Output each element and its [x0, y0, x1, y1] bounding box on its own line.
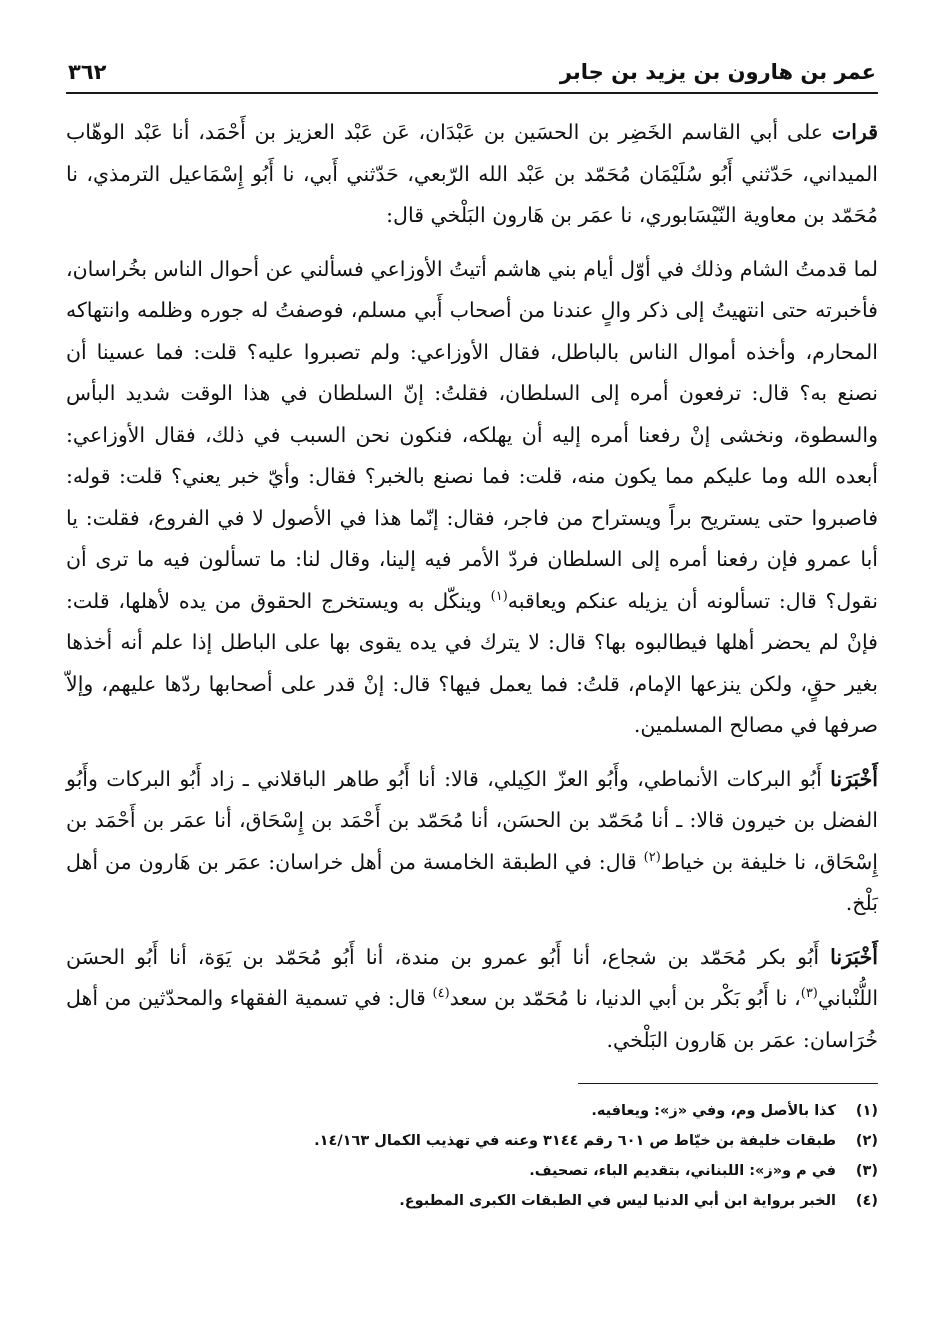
footnote-marker[interactable]: (٣): [800, 986, 818, 1002]
footnote-number: (٤): [855, 1193, 878, 1209]
page-header: [66, 52, 878, 94]
paragraph-text: على أبي القاسم الخَضِر بن الحسَين بن عَبْدَان، عَن عَبْد العزيز بن أَحْمَد، أنا عَبْد الوهّاب الميداني، حَدّثني أَبُو سُلَيْمَان مُحَمّد بن عَبْد الله الرّبعي، حَدّثني أَبي، نا أَبُو إِسْمَاعيل الترمذي، نا مُحَمّد بن معاوية النّيْسَابوري، نا عمَر بن هَارون البَلْخي قال:: [66, 120, 878, 227]
paragraph-text-continued: قال: في الطبقة الخامسة من أهل خراسان: عمَر بن هَارون من أهل بَلْخ.: [66, 849, 878, 915]
footnote-number: (٣): [855, 1163, 878, 1179]
document-page: [66, 52, 878, 1292]
footnote-marker[interactable]: (٤): [432, 986, 450, 1002]
footnote-number: (٢): [855, 1133, 878, 1149]
paragraph-text-continued: ، نا أَبُو بَكْر بن أبي الدنيا، نا مُحَمّد بن سعد: [449, 986, 801, 1010]
paragraph-text-continued: قال: في تسمية الفقهاء والمحدّثين من أهل خُرَاسان: عمَر بن هَارون البَلْخي.: [66, 986, 878, 1052]
page-number: ٣٦٢: [68, 60, 107, 84]
body-text: [66, 112, 878, 1061]
paragraph-lead-word: أَخْبَرَنا: [830, 766, 878, 791]
footnote-item: [66, 1156, 878, 1186]
footnote-text: طبقات خليفة بن خيّاط ص ٦٠١ رقم ٣١٤٤ وعنه في تهذيب الكمال ١٤/١٦٣.: [314, 1133, 836, 1149]
footnotes: [66, 1096, 878, 1216]
paragraph-text: لما قدمتُ الشام وذلك في أوّل أيام بني هاشم أتيتُ الأوزاعي فسألني عن أحوال الناس بخُراسان، فأخبرته حتى انتهيتُ إلى ذكر والٍ عندنا من أصحاب أَبي مسلم، فوصفتُ له جوره وظلمه وانتهاكه المحارم، وأخذه أموال الناس بالباطل، فقال الأوزاعي: ولم تصبروا عليه؟ قلت: فما عسينا أن نصنع به؟ قال: ترفعون أمره إلى السلطان، فقلتُ: إنّ السلطان في هذا الوقت شديد البأس والسطوة، ونخشى إنْ رفعنا أمره إليه أن يهلكه، فنكون نحن السبب في ذلك، فقال الأوزاعي: أبعده الله وما عليكم مما يكون منه، قلت: فما نصنع بالخبر؟ فقال: وأيّ خبر يعني؟ قلت: قوله: فاصبروا حتى يستريح براً ويستراح من فاجر، فقال: إنّما هذا في الأصول لا في الفروع، فقلت: يا أبا عمرو فإن رفعنا أمره إلى السلطان فردّ الأمر فيه إلينا، وقال لنا: ما تسألون فيه ما ترى أن نقول؟ قال: تسألونه أن يزيله عنكم ويعاقبه: [66, 256, 878, 613]
paragraph-text-continued: وينكّل به ويستخرج الحقوق من يده لأهلها، قلت: فإنْ لم يحضر أهلها فيطالبوه بها؟ قال: لا يترك في يده يقوى بها على الباطل إذا علم أنه أخذها بغير حقٍ، ولكن ينزعها الإمام، قلتُ: فما يعمل فيها؟ قال: إنْ قدر على أصحابها ردّها عليهم، وإلاّ صرفها في مصالح المسلمين.: [66, 588, 878, 737]
footnote-text: كذا بالأصل وم، وفي «ز»: ويعافيه.: [591, 1103, 836, 1119]
paragraph-lead-word: قرات: [831, 120, 878, 144]
footnote-marker[interactable]: (٢): [643, 849, 661, 865]
running-title: عمر بن هارون بن يزيد بن جابر: [559, 60, 876, 84]
footnote-marker[interactable]: (١): [490, 588, 508, 604]
paragraph-isnad-2: [66, 759, 878, 925]
paragraph-isnad-3: [66, 937, 878, 1062]
footnote-item: [66, 1186, 878, 1216]
footnote-item: [66, 1096, 878, 1126]
paragraph-text: أَبُو البركات الأنماطي، وأَبُو العزّ الكِيلي، قالا: أنا أَبُو طاهر الباقلاني ـ زاد أَبُو البركات وأَبُو الفضل بن خيرون قالا: ـ أنا مُحَمّد بن الحسَن، أنا مُحَمّد بن أَحْمَد بن إِسْحَاق، أنا عمَر بن أَحْمَد بن إِسْحَاق، نا خليفة بن خياط: [66, 766, 878, 874]
paragraph-lead-word: أَخْبَرَنا: [830, 944, 878, 969]
footnote-text: الخبر برواية ابن أبي الدنيا ليس في الطبقات الكبرى المطبوع.: [399, 1193, 836, 1209]
paragraph-isnad-1: [66, 112, 878, 237]
paragraph-text: أَبُو بكر مُحَمّد بن شجاع، أنا أَبُو عمرو بن مندة، أنا أَبُو مُحَمّد بن يَوَة، أنا أَبُو الحسَن اللُّنْباني: [66, 944, 879, 1010]
footnote-number: (١): [855, 1103, 878, 1119]
footnote-text: في م و«ز»: اللبناني، بتقديم الباء، تصحيف.: [529, 1163, 836, 1179]
footnote-item: [66, 1126, 878, 1156]
paragraph-narrative: [66, 249, 878, 747]
footnote-divider: [578, 1083, 878, 1084]
